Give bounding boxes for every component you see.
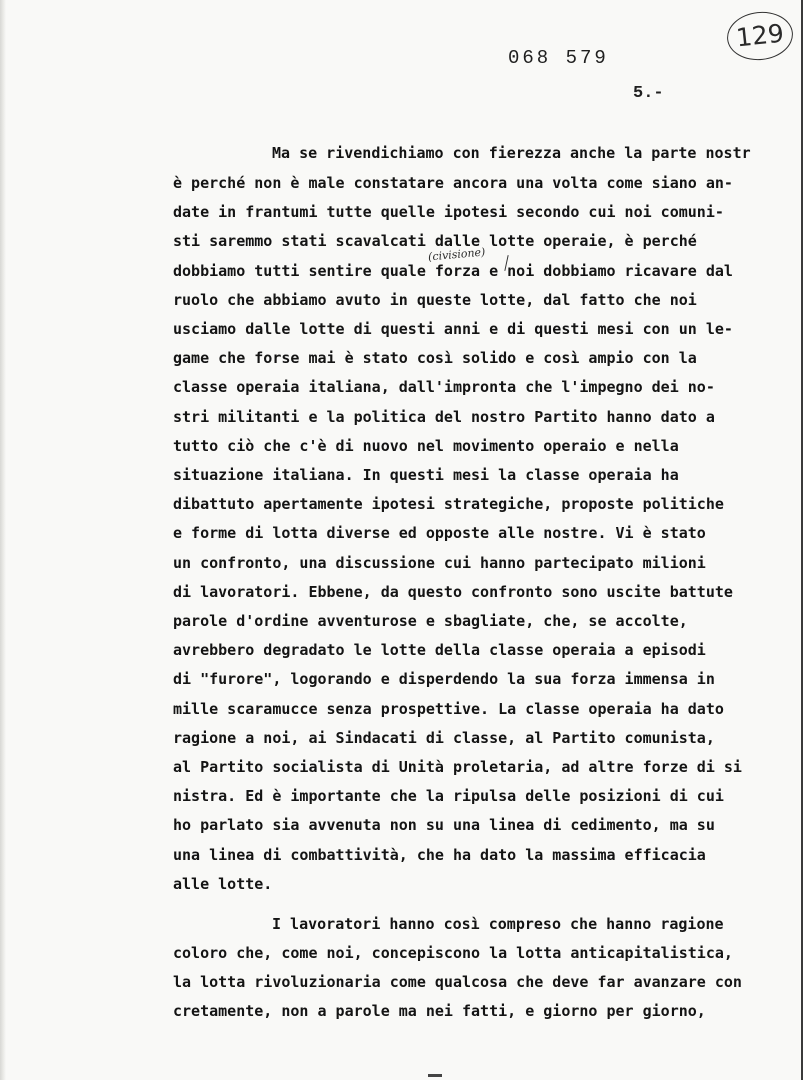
- text-line: situazione italiana. In questi mesi la classe operaia ha: [173, 466, 679, 484]
- text-line: alle lotte.: [173, 874, 273, 893]
- text-line: ho parlato sia avvenuta non su una linea di cedimento, ma su: [173, 816, 715, 835]
- text-line: cretamente, non a parole ma nei fatti, e giorno per giorno,: [173, 1002, 706, 1021]
- text-line: ruolo che abbiamo avuto in queste lotte, dal fatto che noi: [173, 290, 697, 309]
- text-line: e forme di lotta diverse ed opposte alle nostre. Vi è stato: [173, 524, 706, 543]
- text-line: di "furore", logorando e disperdendo la sua forza immensa in: [173, 670, 715, 689]
- text-line: usciamo dalle lotte di questi anni e di questi mesi con un le-: [173, 320, 733, 338]
- text-line: la lotta rivoluzionaria come qualcosa che deve far avanzare con: [173, 973, 742, 992]
- document-number: 068 579: [508, 47, 609, 69]
- text-line: stri militanti e la politica del nostro Partito hanno dato a: [173, 407, 715, 426]
- text-line: date in frantumi tutte quelle ipotesi secondo cui noi comuni-: [173, 203, 724, 222]
- text-line: avrebbero degradato le lotte della classe operaia a episodi: [173, 641, 706, 660]
- text-line: è perché non è male constatare ancora una volta come siano an-: [173, 174, 733, 192]
- text-line: nistra. Ed è importante che la ripulsa delle posizioni di cui: [173, 787, 724, 806]
- text-line: parole d'ordine avventurose e sbagliate, che, se accolte,: [173, 612, 688, 630]
- text-line: tutto ciò che c'è di nuovo nel movimento operaio e nella: [173, 436, 679, 455]
- handwritten-annotation: (civisione): [427, 245, 486, 264]
- text-line: una linea di combattività, che ha dato la massima efficacia: [173, 845, 706, 864]
- page-edge-shadow: [0, 0, 6, 1080]
- text-line: al Partito socialista di Unità proletaria, ad altre forze di si: [173, 758, 742, 776]
- page-bottom-mark: [428, 1074, 442, 1077]
- text-line: mille scaramucce senza prospettive. La classe operaia ha dato: [173, 699, 724, 718]
- text-line: un confronto, una discussione cui hanno partecipato milioni: [173, 553, 706, 572]
- text-line: di lavoratori. Ebbene, da questo confronto sono uscite battute: [173, 582, 733, 601]
- text-line: sti saremmo stati scavalcati dalle lotte operaie, è perché: [173, 232, 697, 251]
- text-line: ragione a noi, ai Sindacati di classe, al Partito comunista,: [173, 728, 715, 747]
- text-line: dibattuto apertamente ipotesi strategiche, proposte politiche: [173, 495, 724, 514]
- text-line: game che forse mai è stato così solido e così ampio con la: [173, 349, 697, 368]
- page-number: 5.-: [633, 84, 664, 103]
- text-line: coloro che, come noi, concepiscono la lotta anticapitalistica,: [173, 944, 733, 962]
- archive-stamp-number: 129: [725, 9, 796, 64]
- text-line: dobbiamo tutti sentire quale forza e noi dobbiamo ricavare dal: [173, 261, 733, 280]
- text-line: classe operaia italiana, dall'impronta che l'impegno dei no-: [173, 378, 715, 397]
- text-line: Ma se rivendichiamo con fierezza anche la parte nostr: [272, 144, 751, 162]
- text-line: I lavoratori hanno così compreso che hanno ragione: [272, 914, 724, 933]
